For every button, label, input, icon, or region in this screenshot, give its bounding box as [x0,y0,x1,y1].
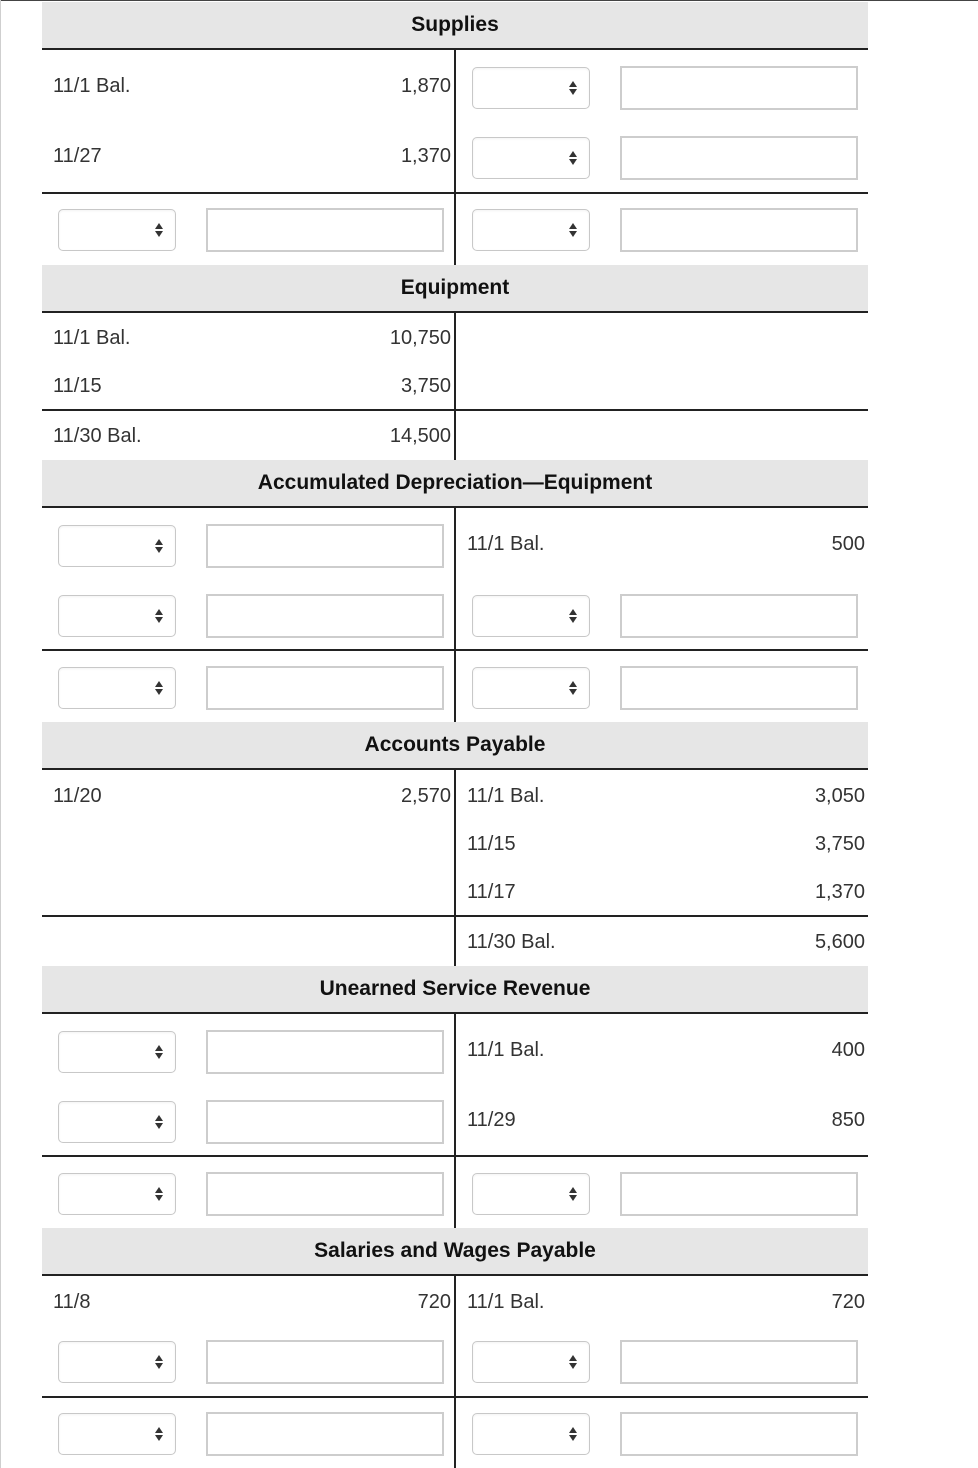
salaries-debit-balance-input[interactable] [206,1412,444,1456]
unearned-debit-date-select-2[interactable] [58,1101,176,1143]
supplies-debit-amount-1: 1,870 [400,75,451,97]
unearned-credit-balance-select[interactable] [472,1173,590,1215]
unearned-debit-balance-input[interactable] [206,1172,444,1216]
accounts-payable-credit-date-1: 11/1 Bal. [467,785,545,807]
salaries-header: Salaries and Wages Payable [42,1228,868,1276]
accounts-payable-credit-amount-2: 3,750 [814,833,865,855]
supplies-debit-amount-2: 1,370 [400,145,451,167]
equipment-debit-date-1: 11/1 Bal. [53,327,131,349]
accounts-payable-balance-line [42,915,868,917]
unearned-credit-date-2: 11/29 [467,1109,516,1131]
accum-dep-debit-date-select-1[interactable] [58,525,176,567]
unearned-debit-balance-select[interactable] [58,1173,176,1215]
supplies-credit-amount-input-2[interactable] [620,136,858,180]
accum-dep-t-divider [454,508,456,722]
equipment-header: Equipment [42,265,868,313]
accounts-payable-debit-date-1: 11/20 [53,785,102,807]
supplies-credit-date-select-2[interactable] [472,137,590,179]
salaries-debit-date-1: 11/8 [53,1291,91,1313]
accum-dep-credit-date-1: 11/1 Bal. [467,533,545,555]
accum-dep-debit-balance-input[interactable] [206,666,444,710]
salaries-credit-balance-select[interactable] [472,1413,590,1455]
unearned-debit-amount-input-1[interactable] [206,1030,444,1074]
salaries-t-divider [454,1276,456,1468]
accum-dep-debit-date-select-2[interactable] [58,595,176,637]
accum-dep-debit-balance-select[interactable] [58,667,176,709]
page-top-border [0,0,978,1]
salaries-credit-date-1: 11/1 Bal. [467,1291,545,1313]
accum-dep-debit-amount-input-2[interactable] [206,594,444,638]
salaries-balance-line [42,1396,868,1398]
equipment-balance-line [42,409,868,411]
supplies-credit-date-select-1[interactable] [472,67,590,109]
salaries-credit-balance-input[interactable] [620,1412,858,1456]
accum-dep-header: Accumulated Depreciation—Equipment [42,460,868,508]
unearned-credit-balance-input[interactable] [620,1172,858,1216]
accum-dep-balance-line [42,649,868,651]
equipment-balance-label: 11/30 Bal. [53,425,142,447]
accounts-payable-credit-date-2: 11/15 [467,833,516,855]
supplies-credit-balance-input[interactable] [620,208,858,252]
salaries-debit-amount-input-2[interactable] [206,1340,444,1384]
salaries-debit-amount-1: 720 [417,1291,451,1313]
equipment-debit-amount-2: 3,750 [400,375,451,397]
accum-dep-credit-balance-input[interactable] [620,666,858,710]
unearned-t-divider [454,1014,456,1228]
supplies-debit-balance-input[interactable] [206,208,444,252]
equipment-t-divider [454,313,456,460]
accum-dep-credit-balance-select[interactable] [472,667,590,709]
salaries-debit-date-select-2[interactable] [58,1341,176,1383]
supplies-credit-amount-input-1[interactable] [620,66,858,110]
accum-dep-credit-amount-input-2[interactable] [620,594,858,638]
salaries-credit-amount-1: 720 [831,1291,865,1313]
unearned-credit-amount-2: 850 [831,1109,865,1131]
supplies-t-divider [454,50,456,265]
unearned-credit-date-1: 11/1 Bal. [467,1039,545,1061]
supplies-debit-balance-select[interactable] [58,209,176,251]
supplies-balance-line [42,192,868,194]
supplies-debit-date-1: 11/1 Bal. [53,75,131,97]
equipment-debit-date-2: 11/15 [53,375,102,397]
page-left-border [0,0,1,1468]
accum-dep-credit-date-select-2[interactable] [472,595,590,637]
supplies-header: Supplies [42,2,868,50]
accounts-payable-header: Accounts Payable [42,722,868,770]
accounts-payable-balance-amount: 5,600 [814,931,865,953]
salaries-credit-amount-input-2[interactable] [620,1340,858,1384]
unearned-header: Unearned Service Revenue [42,966,868,1014]
accounts-payable-credit-amount-3: 1,370 [814,881,865,903]
accum-dep-debit-amount-input-1[interactable] [206,524,444,568]
equipment-debit-amount-1: 10,750 [389,327,451,349]
accounts-payable-credit-amount-1: 3,050 [814,785,865,807]
salaries-credit-date-select-2[interactable] [472,1341,590,1383]
accounts-payable-debit-amount-1: 2,570 [400,785,451,807]
unearned-balance-line [42,1155,868,1157]
accounts-payable-balance-label: 11/30 Bal. [467,931,556,953]
unearned-debit-amount-input-2[interactable] [206,1100,444,1144]
accounts-payable-credit-date-3: 11/17 [467,881,516,903]
accum-dep-credit-amount-1: 500 [831,533,865,555]
supplies-credit-balance-select[interactable] [472,209,590,251]
unearned-debit-date-select-1[interactable] [58,1031,176,1073]
accounts-payable-t-divider [454,770,456,966]
unearned-credit-amount-1: 400 [831,1039,865,1061]
supplies-debit-date-2: 11/27 [53,145,102,167]
salaries-debit-balance-select[interactable] [58,1413,176,1455]
equipment-balance-amount: 14,500 [389,425,451,447]
